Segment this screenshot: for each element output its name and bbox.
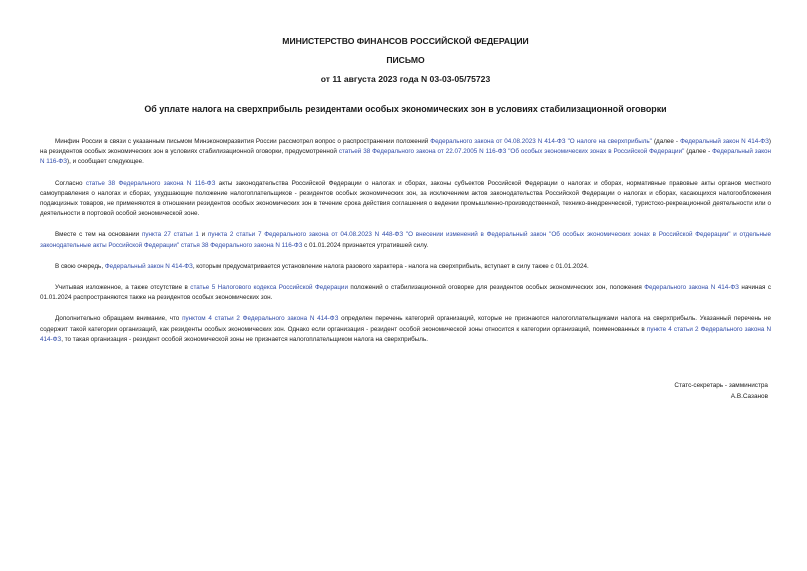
- document-link[interactable]: статьей 38 Федерального закона от 22.07.2005 N 116-ФЗ "Об особых экономических зонах в Российской Федерации": [338, 148, 685, 156]
- paragraph-text: (далее -: [684, 148, 713, 156]
- document-link[interactable]: пункта 2 статьи 7 Федерального закона от 04.08.2023 N 448-ФЗ "О внесении изменений в Федеральный закон "Об особых экономических зонах в Российской Федерации" и отдельные законодательные акты Российской Федерации": [40, 231, 771, 249]
- document-link[interactable]: пунктом 4 статьи 2 Федерального закона N 414-ФЗ: [182, 315, 339, 323]
- signature-block: [674, 380, 768, 402]
- paragraph: [40, 314, 771, 345]
- document-body: [40, 137, 771, 345]
- document-link[interactable]: Федеральный закон N 414-ФЗ: [104, 262, 193, 270]
- paragraph-text: (далее -: [651, 138, 681, 145]
- paragraph-text: начиная с 01.01.2024 распространяются также на резидентов особых экономических зон.: [40, 284, 771, 302]
- document-link[interactable]: пункте 4 статьи 2 Федерального закона N 414-ФЗ: [40, 325, 771, 343]
- paragraph: [40, 262, 771, 272]
- paragraph-text: ) на резидентов особых экономических зон в условиях стабилизационной оговорки, предусмотренной: [40, 138, 771, 156]
- document-date-number: от 11 августа 2023 года N 03-03-05/75723: [320, 74, 491, 84]
- paragraph: [40, 137, 771, 168]
- document-link[interactable]: статья 38 Федерального закона N 116-ФЗ: [180, 241, 303, 249]
- document-link[interactable]: статье 5 Налогового кодекса Российской Федерации: [190, 284, 348, 292]
- ministry-header: МИНИСТЕРСТВО ФИНАНСОВ РОССИЙСКОЙ ФЕДЕРАЦИИ: [282, 36, 529, 46]
- document-link[interactable]: Федерального закона N 414-ФЗ: [644, 284, 739, 292]
- paragraph-text: ), и сообщает следующее.: [67, 158, 144, 166]
- paragraph: [40, 283, 771, 303]
- paragraph-text: акты законодательства Российской Федерации о налогах и сборах, законы субъектов Российской Федерации о налогах и сборах, нормативные правовые акты органов местного самоуправления о налогах и сборах, ухудшающие положение налогоплательщиков - резидентов особых экономических зон, за исключением актов законодательства Российской Федерации о налогах и сборах, касающихся налогообложения подакцизных товаров, не применяются в отношении резидентов особых экономических зон в течение срока действия соглашения о ведении промышленно-производственной, технико-внедренческой, туристско-рекреационной деятельности или о деятельности в портовой особой экономической зоне.: [40, 179, 771, 218]
- document-link[interactable]: Федерального закона от 04.08.2023 N 414-ФЗ "О налоге на сверхприбыль": [430, 138, 652, 145]
- paragraph-text: Учитывая изложенное, а также отсутствие в: [55, 284, 191, 292]
- paragraph-text: Минфин России в связи с указанным письмом Минэкономразвития России рассмотрел вопрос о распространении положений: [55, 138, 431, 145]
- paragraph-text: Вместе с тем на основании: [55, 231, 142, 239]
- paragraph-text: и: [198, 231, 208, 239]
- document-link[interactable]: Федеральный закон N 414-ФЗ: [680, 138, 769, 145]
- document-type: ПИСЬМО: [386, 55, 425, 65]
- paragraph-text: с 01.01.2024 признается утратившей силу.: [302, 241, 429, 249]
- signatory-name: А.В.Сазанов: [730, 393, 768, 400]
- paragraph-text: В свою очередь,: [55, 262, 105, 270]
- paragraph: [40, 230, 771, 250]
- document-link[interactable]: Федеральный закон N 116-ФЗ: [40, 148, 771, 166]
- paragraph-text: определен перечень категорий организаций, которые не признаются налогоплательщиками налога на сверхприбыль. Указанный перечень не содержит такой категории организаций, как резиденты особых экономических зон. Однако если организация - резидент особой экономической зоны относится к категории организаций, поименованных в: [40, 315, 771, 333]
- paragraph: [40, 179, 771, 220]
- paragraph-text: , которым предусматривается установление налога разового характера - налога на сверхприбыль, вступает в силу также с 01.01.2024.: [192, 262, 589, 270]
- paragraph-text: Согласно: [55, 179, 86, 187]
- paragraph-text: положений о стабилизационной оговорке для резидентов особых экономических зон, положения: [347, 284, 645, 292]
- document-link[interactable]: пункта 27 статьи 1: [141, 231, 199, 239]
- signatory-position: Статс-секретарь - замминистра: [674, 382, 768, 389]
- paragraph-text: Дополнительно обращаем внимание, что: [55, 315, 183, 323]
- document-title: Об уплате налога на сверхприбыль резидентами особых экономических зон в условиях стабилизационной оговорки: [144, 104, 667, 114]
- document-link[interactable]: статье 38 Федерального закона N 116-ФЗ: [85, 179, 216, 187]
- paragraph-text: , то такая организация - резидент особой экономической зоны не признается налогоплательщиком налога на сверхприбыль.: [61, 335, 429, 343]
